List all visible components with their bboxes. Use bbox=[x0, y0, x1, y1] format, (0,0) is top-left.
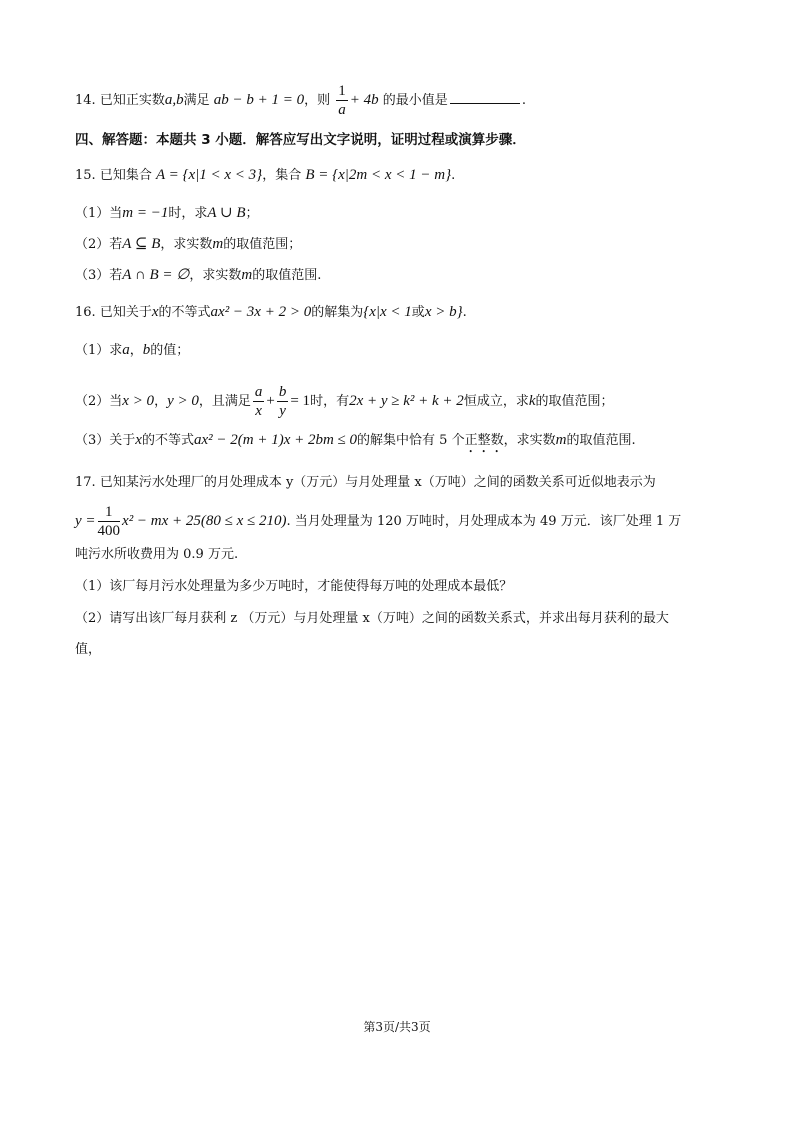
q15-p2-label: （2）若 bbox=[75, 237, 123, 252]
q14-condition: ab − b + 1 = 0 bbox=[213, 92, 305, 108]
q15-p2-text: ，求实数 bbox=[160, 237, 213, 252]
question-15 bbox=[75, 165, 455, 186]
q15-p1-end: ； bbox=[245, 206, 259, 221]
question-16 bbox=[75, 302, 467, 323]
q15-p3-cond: A ∩ B = ∅ bbox=[122, 267, 190, 283]
q16-p2-f2-num: b bbox=[278, 384, 287, 400]
question-14 bbox=[75, 82, 526, 119]
q15-p1-label: （1）当 bbox=[75, 206, 123, 221]
q15-p2-var: m bbox=[212, 236, 224, 252]
q17-number: 17. bbox=[75, 475, 96, 490]
q16-part-2 bbox=[75, 383, 614, 420]
q16-p3-ineq: ax² − 2(m + 1)x + 2bm ≤ 0 bbox=[193, 432, 358, 448]
q14-frac-num: 1 bbox=[338, 83, 346, 99]
q15-p3-end: 的取值范围. bbox=[252, 268, 322, 283]
q14-text-c: ，则 bbox=[304, 93, 331, 108]
q17-frac-den: 400 bbox=[97, 523, 121, 539]
q17-part-2-line-2: 值， bbox=[75, 642, 102, 657]
q16-p2-c1: x > 0 bbox=[122, 393, 155, 409]
q15-p1-expr: A ∪ B bbox=[207, 205, 246, 221]
q16-sol-right: x > b} bbox=[424, 304, 463, 320]
q16-p2-frac-1 bbox=[253, 383, 265, 420]
q16-p2-plus: + bbox=[266, 393, 275, 409]
page-footer: 第3页/共3页 bbox=[363, 1020, 431, 1034]
q16-p2-c2: y > 0 bbox=[167, 393, 199, 409]
q17-line-2-text: . 当月处理量为 120 万吨时，月处理成本为 49 万元．该厂处理 1 万 bbox=[286, 514, 682, 529]
q17-formula: x² − mx + 25(80 ≤ x ≤ 210) bbox=[122, 513, 287, 529]
q16-p2-sep: ， bbox=[154, 394, 168, 409]
q15-set-b: B = {x|2m < x < 1 − m} bbox=[305, 167, 452, 183]
q15-number: 15. bbox=[75, 168, 96, 183]
q15-part-3 bbox=[75, 265, 321, 286]
q16-inequality: ax² − 3x + 2 > 0 bbox=[210, 304, 312, 320]
q15-p2-end: 的取值范围； bbox=[223, 237, 302, 252]
q15-end: . bbox=[451, 168, 456, 183]
q16-p2-ineq: 2x + y ≥ k² + k + 2 bbox=[349, 393, 464, 409]
q16-part-3 bbox=[75, 430, 636, 456]
q17-part-1: （1）该厂每月污水处理量为多少万吨时，才能使得每万吨的处理成本最低？ bbox=[75, 579, 513, 594]
q14-text-b: 满足 bbox=[183, 93, 210, 108]
q16-p2-eq: = 1 bbox=[290, 393, 311, 409]
q15-p3-label: （3）若 bbox=[75, 268, 123, 283]
q15-p1-cond: m = −1 bbox=[122, 205, 169, 221]
q14-answer-blank bbox=[450, 89, 520, 104]
q14-text-d: 的最小值是 bbox=[382, 93, 448, 108]
q15-text-b: ，集合 bbox=[262, 168, 302, 183]
q16-p2-f1-num: a bbox=[254, 384, 263, 400]
q16-p2-text-d: 的取值范围； bbox=[535, 394, 614, 409]
q16-sol-or: 或 bbox=[411, 305, 425, 320]
q16-p2-k: k bbox=[528, 393, 536, 409]
q14-vars: a,b bbox=[164, 92, 184, 108]
q15-p2-cond: A ⊆ B bbox=[122, 236, 161, 252]
q16-p2-text-a: ，且满足 bbox=[198, 394, 251, 409]
q15-p3-text: ，求实数 bbox=[189, 268, 242, 283]
question-17 bbox=[75, 473, 656, 493]
q16-p1-b: b bbox=[142, 342, 151, 358]
q15-part-1 bbox=[75, 203, 259, 224]
q16-end: . bbox=[462, 305, 467, 320]
q16-p3-x: x bbox=[135, 432, 142, 448]
q14-fraction bbox=[336, 82, 348, 119]
q17-line-1: 已知某污水处理厂的月处理成本 y（万元）与月处理量 x（万吨）之间的函数关系可近似地表示为 bbox=[99, 475, 656, 490]
q16-p1-text-a: （1）求 bbox=[75, 343, 123, 358]
q16-p2-label: （2）当 bbox=[75, 394, 123, 409]
q16-p3-m: m bbox=[555, 432, 567, 448]
q14-end: . bbox=[521, 93, 526, 108]
q16-number: 16. bbox=[75, 305, 96, 320]
q16-p3-text-c: ，求实数 bbox=[503, 433, 556, 448]
q17-y-eq: y = bbox=[75, 513, 96, 529]
q16-p3-label: （3）关于 bbox=[75, 433, 136, 448]
q15-set-a: A = {x|1 < x < 3} bbox=[155, 167, 263, 183]
q15-p1-text: 时，求 bbox=[168, 206, 208, 221]
q17-part-2-line-1: （2）请写出该厂每月获利 z （万元）与月处理量 x（万吨）之间的函数关系式，并求出每月获利的最大 bbox=[75, 611, 669, 626]
q15-part-2 bbox=[75, 234, 301, 255]
q16-text-a: 已知关于 bbox=[99, 305, 152, 320]
q16-var-x: x bbox=[151, 304, 159, 320]
q14-expr-tail: + 4b bbox=[349, 92, 379, 108]
q16-p2-text-b: 时，有 bbox=[310, 394, 350, 409]
q14-frac-den: a bbox=[338, 102, 346, 118]
q16-p2-text-c: 恒成立，求 bbox=[463, 394, 529, 409]
q16-p3-emphasis: 正整数 bbox=[464, 433, 504, 448]
q16-p3-text-d: 的取值范围. bbox=[566, 433, 636, 448]
q16-p1-a: a bbox=[122, 342, 130, 358]
q16-p2-f2-den: y bbox=[279, 403, 286, 419]
q16-p1-text-b: 的值； bbox=[150, 343, 190, 358]
q16-p1-sep: ， bbox=[129, 343, 143, 358]
q16-sol-left: {x|x < 1 bbox=[363, 304, 412, 320]
q17-formula-line bbox=[75, 503, 681, 540]
q16-text-b: 的不等式 bbox=[158, 305, 211, 320]
q16-part-1 bbox=[75, 340, 189, 361]
q17-line-3: 吨污水所收费用为 0.9 万元. bbox=[75, 547, 239, 562]
q14-text: 已知正实数 bbox=[99, 93, 165, 108]
q16-p2-f1-den: x bbox=[255, 403, 262, 419]
q17-fraction bbox=[98, 503, 121, 540]
q16-p2-frac-2 bbox=[277, 383, 289, 420]
q16-p3-text-a: 的不等式 bbox=[141, 433, 194, 448]
section-4-title: 四、解答题：本题共 3 小题．解答应写出文字说明，证明过程或演算步骤． bbox=[75, 132, 526, 148]
q15-p3-var: m bbox=[241, 267, 253, 283]
q16-text-c: 的解集为 bbox=[311, 305, 364, 320]
q16-p3-text-b: 的解集中恰有 5 个 bbox=[357, 433, 465, 448]
q15-text-a: 已知集合 bbox=[99, 168, 152, 183]
q17-frac-num: 1 bbox=[98, 503, 121, 522]
q14-number: 14. bbox=[75, 93, 96, 108]
